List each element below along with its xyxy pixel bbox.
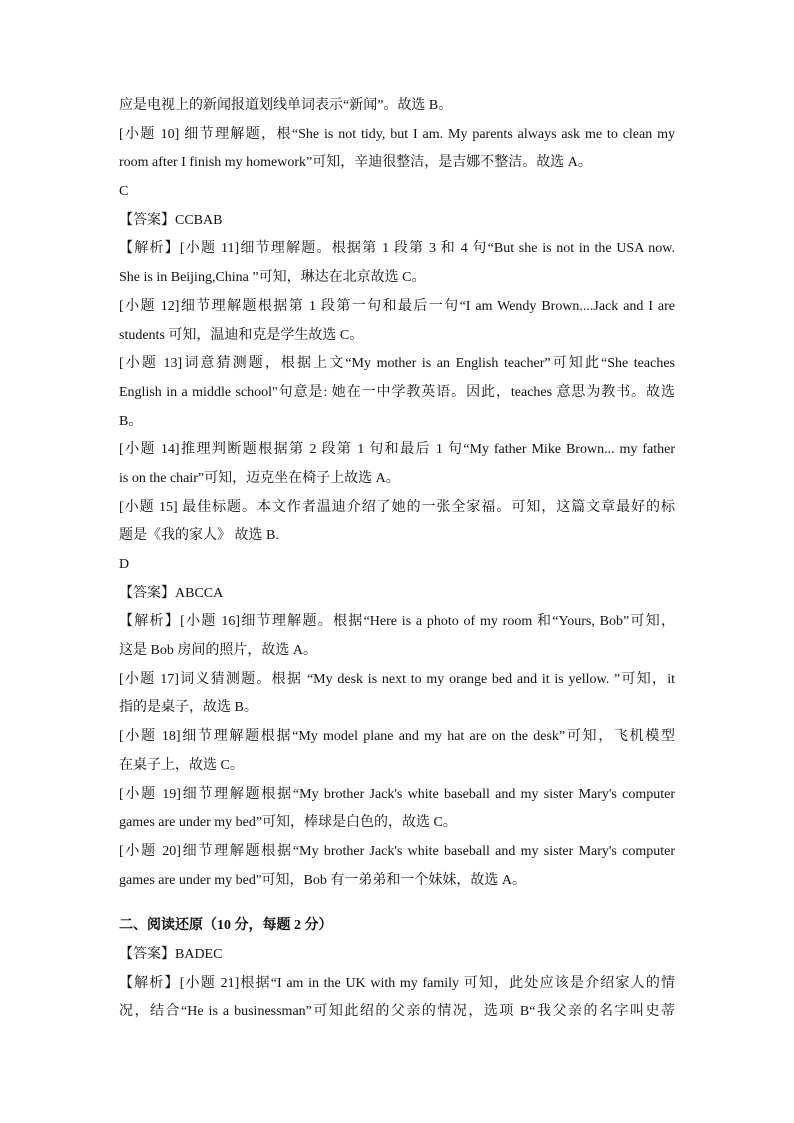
- text-line: 【解析】[小题 11]细节理解题。根据第 1 段第 3 和 4 句“But she is not in the USA now.: [119, 241, 675, 257]
- text-line: 题是《我的家人》 故选 B.: [119, 528, 279, 544]
- text-line: [小题 15] 最佳标题。本文作者温迪介绍了她的一张全家福。可知，这篇文章最好的标: [119, 499, 675, 515]
- text-line: 在桌子上，故选 C。: [119, 757, 244, 773]
- text-line: C: [119, 184, 129, 200]
- text-line: room after I finish my homework”可知，辛迪很整洁，是吉娜不整洁。故选 A。: [119, 155, 592, 171]
- text-line: [小题 10] 细节理解题，根“She is not tidy, but I am. My parents always ask me to clean my: [119, 126, 675, 142]
- text-line: [小题 12]细节理解题根据第 1 段第一句和最后一句“I am Wendy Brown....Jack and I are: [119, 298, 675, 314]
- text-line: is on the chair”可知，迈克坐在椅子上故选 A。: [119, 470, 400, 486]
- text-line: She is in Beijing,China ”可知，琳达在北京故选 C。: [119, 270, 426, 286]
- section-gap: [119, 895, 675, 912]
- text-line: [小题 17]词义猜测题。根据 “My desk is next to my orange bed and it is yellow. ”可知，it: [119, 671, 675, 687]
- text-line: 【解析】[小题 21]根据“I am in the UK with my family 可知，此处应该是介绍家人的情: [119, 975, 675, 991]
- text-line: 况，结合“He is a businessman”可知此绍的父亲的情况，选项 B“我父亲的名字叫史蒂: [119, 1004, 675, 1020]
- text-line: [小题 13]词意猜测题，根据上文“My mother is an English teacher”可知此“She teaches: [119, 356, 675, 372]
- text-line: 【解析】[小题 16]细节理解题。根据“Here is a photo of my room 和“Yours, Bob”可知，: [119, 614, 675, 630]
- text-line: B。: [119, 413, 143, 429]
- text-line: [小题 18]细节理解题根据“My model plane and my hat are on the desk”可知，飞机模型: [119, 729, 675, 745]
- text-line: D: [119, 557, 130, 572]
- text-line: [小题 14]推理判断题根据第 2 段第 1 句和最后 1 句“My father Mike Brown... my father: [119, 442, 675, 458]
- text-line: [小题 20]细节理解题根据“My brother Jack's white baseball and my sister Mary's computer: [119, 843, 675, 859]
- text-line: [小题 19]细节理解题根据“My brother Jack's white baseball and my sister Mary's computer: [119, 786, 675, 802]
- text-line: 【答案】CCBAB: [119, 212, 223, 228]
- text-line: 这是 Bob 房间的照片，故选 A。: [119, 643, 317, 659]
- section-heading: 二、阅读还原（10 分，每题 2 分）: [119, 918, 333, 934]
- answer-explanations-block: [119, 92, 675, 895]
- text-line: games are under my bed”可知，棒球是白色的，故选 C。: [119, 815, 457, 831]
- text-line: games are under my bed"可知，Bob 有一弟弟和一个妹妹，故选 A。: [119, 872, 526, 888]
- text-line: 指的是桌子，故选 B。: [119, 700, 258, 716]
- reading-restore-block: [119, 941, 675, 1027]
- text-line: 【答案】ABCCA: [119, 585, 224, 601]
- text-line: students 可知，温迪和克是学生故选 C。: [119, 327, 364, 343]
- document-page: [119, 92, 675, 1027]
- text-line: English in a middle school"句意是: 她在一中学教英语。因此，teaches 意思为教书。故选: [119, 384, 675, 400]
- text-line: 应是电视上的新闻报道划线单词表示“新闻”。故选 B。: [119, 98, 453, 113]
- text-line: 【答案】BADEC: [119, 946, 223, 962]
